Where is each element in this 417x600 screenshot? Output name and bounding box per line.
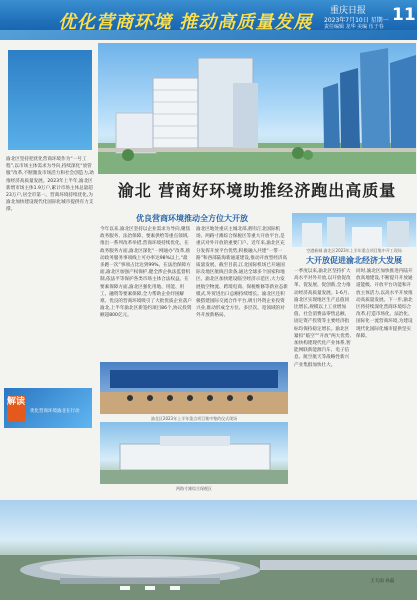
article-column-2: 渝北区地处重庆主城北部,拥有江北国际机场、两路寸滩综合保税区等重大开放平台,是重庆对外开放的重要门户。近年来,渝北区充分发挥开放平台优势,积极融入共建“一带一路”和西部陆海新通道建设,推动开放型经济高质量发展。截至目前,江北国际机场已开通国际及地区航线百余条,通达全球多个国家和地区。渝北区加快建设临空经济示范区,大力发展航空物流、跨境电商、保税维修等新业态新模式,外贸进出口总额持续增长。渝北区还积极搭建国际交流合作平台,吸引外资企业投资兴业,推动形成全方位、多层次、宽领域的对外开放新格局。: [196, 227, 288, 319]
subheading-open-economy: 优良营商环境推动全方位大开放: [136, 213, 248, 223]
page-header-banner: [0, 0, 417, 40]
sidebar-intro-text: 渝北区坚持把优化营商环境作为“一号工程”,以市场主体需求为导向,持续深化“放管服”改革,不断激发市场活力和社会创造力,助推经济高质量发展。2023年上半年,渝北区新增市场主体1.9万户,累计市场主体总量超23万户,居全市第一。营商环境持续优化,为渝北加快建设现代化国际化城市提供有力支撑。: [6, 157, 94, 213]
skyline-illustration: [98, 43, 416, 174]
editor-credit: 责任编辑 龙华 美编 伍于春: [324, 24, 384, 30]
main-headline: 渝北 营商好环境助推经济跑出高质量: [117, 181, 397, 200]
right-image-caption: 空港新城 渝北区2023年上半年重点项目集中开工现场: [306, 248, 402, 253]
bonded-zone-photo: [100, 422, 288, 484]
interpretation-badge: [4, 388, 92, 428]
page-number: 11: [392, 5, 416, 25]
signing-ceremony-photo: [100, 362, 288, 414]
issue-date: 2023年7月10日 星期一: [324, 17, 389, 24]
newspaper-name: 重庆日报: [330, 6, 367, 16]
interpretation-label: 解读: [7, 396, 25, 422]
sidebar-blue-panel: [8, 50, 92, 150]
photo2-caption: 两路寸滩综合保税区: [176, 486, 212, 491]
ceremony-illustration: [100, 362, 288, 414]
hero-photo-skyline: [98, 43, 416, 174]
article-column-4: 同时,渝北区加快推进内陆开放高地建设,不断提升开放通道能级、开放平台功能和开放主体活力,以高水平开放推动高质量发展。下一步,渝北区将持续深化营商环境综合改革,打造市场化、法治化、国际化一流营商环境,为建设现代化国际化城市提供坚实保障。: [356, 269, 413, 339]
photo1-caption: 渝北区2023年上半年重点项目集中签约仪式现场: [150, 416, 238, 421]
article-column-1: 今年以来,渝北区坚持以企业需求为导向,聚焦政务服务、法治保障、要素供给等重点领域,推出一系列改革举措,营商环境持续优化。在政务服务方面,渝北区深化“一网通办”改革,推动政务服务事项线上可办率达98%以上,“最多跑一次”事项占比达到99%。在法治保障方面,渝北区加强产权保护,健全涉企执法监督机制,依法平等保护各类市场主体合法权益。在要素保障方面,渝北区强化用地、用能、用工、融资等要素保障,全力帮助企业纾困解难。优良的营商环境吸引了大批优质企业落户渝北,上半年渝北区新签约项目86个,协议投资额超800亿元。: [100, 227, 192, 319]
author-byline: 王天雨 孙磊: [370, 579, 395, 584]
subheading-economic-growth: 大开放促进渝北经济大发展: [306, 255, 402, 265]
section-title: 优化营商环境 推动高质量发展: [58, 12, 313, 33]
airport-illustration: [0, 500, 417, 600]
bonded-zone-illustration: [100, 422, 288, 484]
interpretation-subtitle: 优化营商环境渝北在行动: [30, 409, 80, 414]
article-column-3: 一季度以来,渝北区坚持扩大高水平对外开放,以开放促改革、促发展、促创新,全力推动经济高质量发展。1-6月,渝北区实现地区生产总值同比增长,规模以上工业增加值、社会消费品零售总额、固定资产投资等主要经济指标均保持稳定增长。渝北区紧扣“临空”“开放”两大优势,加快构建现代化产业体系,智能网联新能源汽车、电子信息、航空航天等战略性新兴产业集群加快壮大。: [294, 269, 351, 368]
newtown-illustration: [292, 213, 416, 247]
airport-aerial-photo: [0, 500, 417, 600]
airport-newtown-photo: [292, 213, 416, 247]
